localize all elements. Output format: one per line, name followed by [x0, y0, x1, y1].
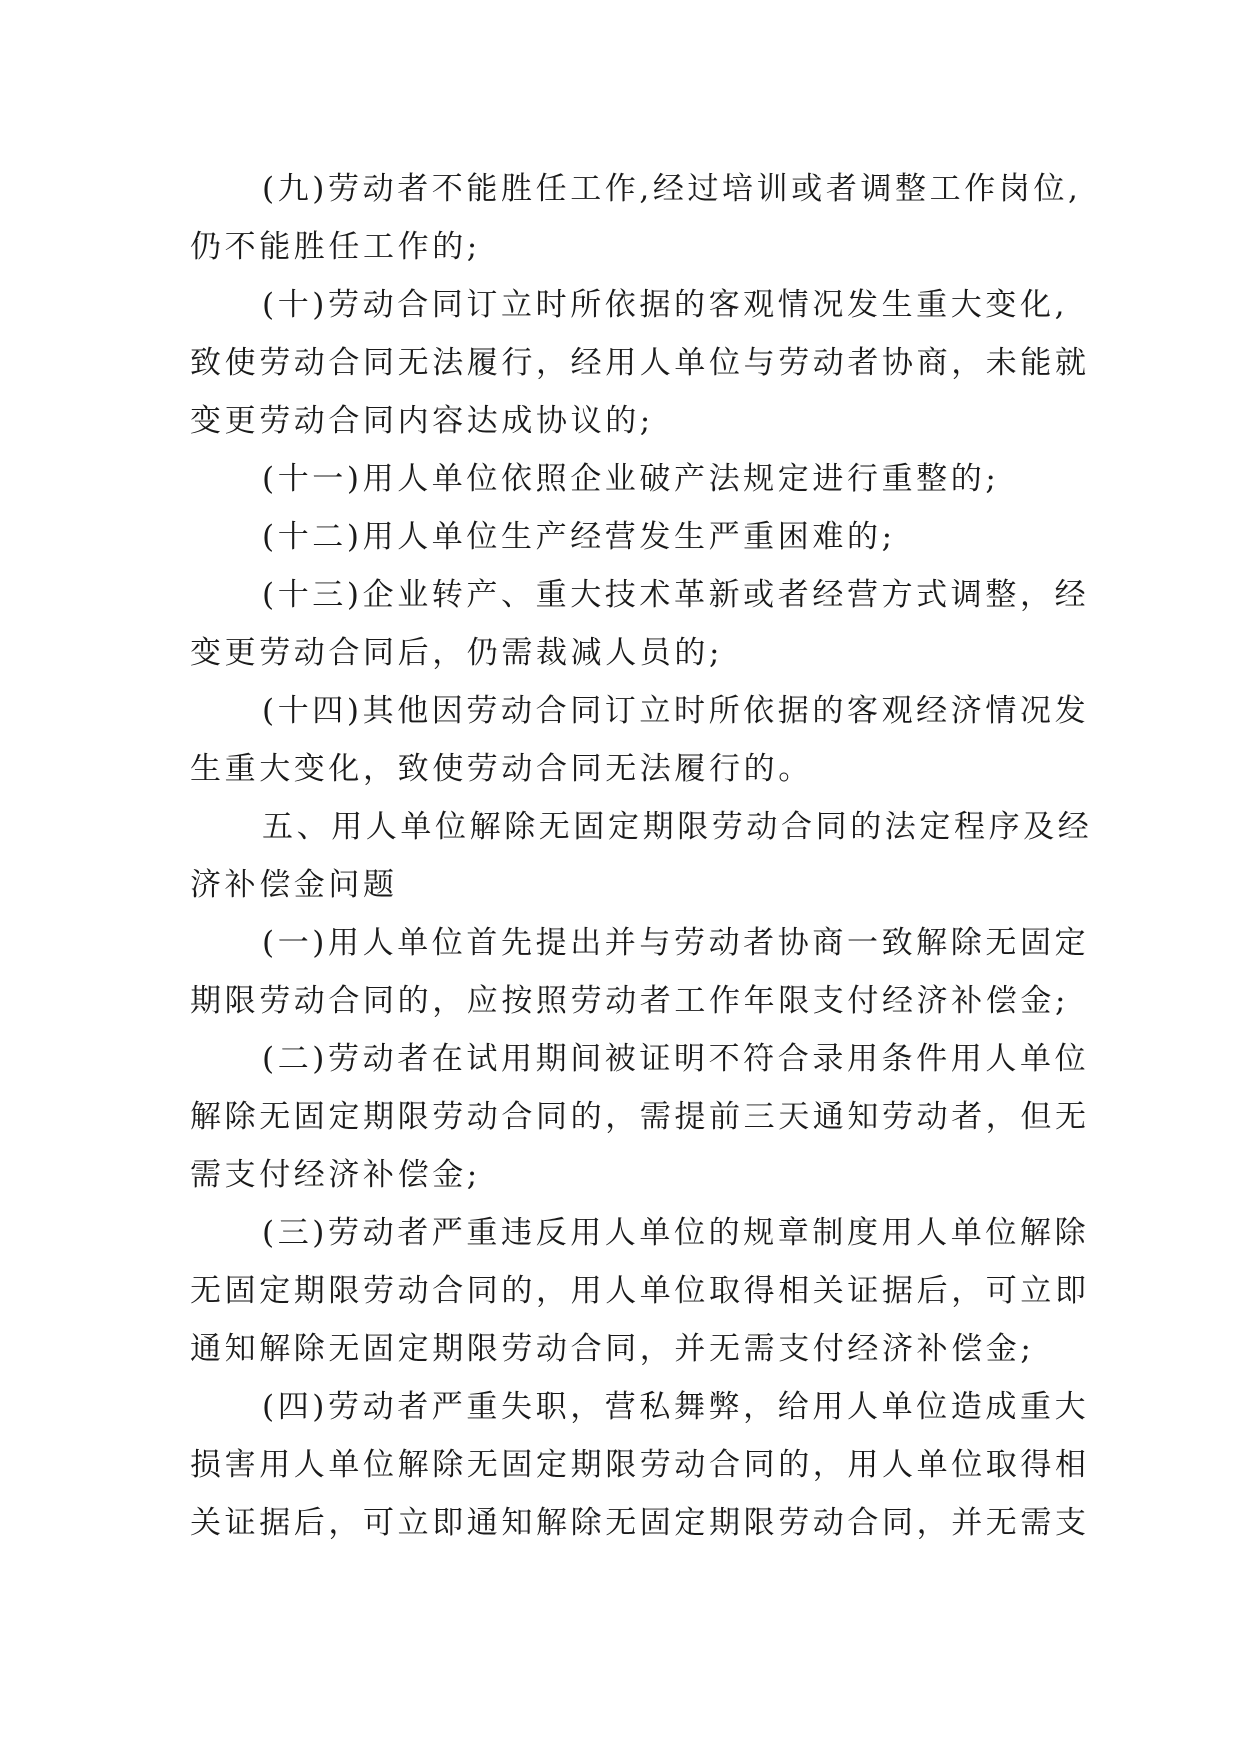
- text-line: (十一)用人单位依照企业破产法规定进行重整的;: [262, 461, 1000, 497]
- section-heading: [190, 798, 1093, 914]
- text-line: 致使劳动合同无法履行，经用人单位与劳动者协商，未能就: [190, 345, 1090, 381]
- text-line: 变更劳动合同内容达成协议的;: [190, 403, 654, 439]
- text-line: (一)用人单位首先提出并与劳动者协商一致解除无固定: [262, 925, 1090, 961]
- text-line: 关证据后，可立即通知解除无固定期限劳动合同，并无需支: [190, 1505, 1090, 1541]
- text-line: 期限劳动合同的，应按照劳动者工作年限支付经济补偿金;: [190, 983, 1070, 1019]
- text-line: 通知解除无固定期限劳动合同，并无需支付经济补偿金;: [190, 1331, 1035, 1367]
- document-page: [190, 160, 1093, 1552]
- text-line: 无固定期限劳动合同的，用人单位取得相关证据后，可立即: [190, 1273, 1090, 1309]
- text-line: (十二)用人单位生产经营发生严重困难的;: [262, 519, 896, 555]
- paragraph: [190, 450, 1070, 508]
- paragraph: [190, 508, 1070, 566]
- text-line: 需支付经济补偿金;: [190, 1157, 481, 1193]
- text-line: (二)劳动者在试用期间被证明不符合录用条件用人单位: [262, 1041, 1090, 1077]
- paragraph: [190, 682, 1090, 798]
- text-line: (十)劳动合同订立时所依据的客观情况发生重大变化,: [262, 287, 1069, 323]
- paragraph: [190, 1378, 1090, 1552]
- paragraph: [190, 566, 1090, 682]
- text-line: 仍不能胜任工作的;: [190, 229, 481, 265]
- text-line: (十三)企业转产、重大技术革新或者经营方式调整，经: [262, 577, 1090, 613]
- paragraph: [190, 160, 1082, 276]
- paragraph: [190, 914, 1090, 1030]
- text-line: 生重大变化，致使劳动合同无法履行的。: [190, 751, 813, 787]
- text-line: (九)劳动者不能胜任工作,经过培训或者调整工作岗位,: [262, 171, 1082, 207]
- text-line: 济补偿金问题: [190, 867, 398, 903]
- text-line: (三)劳动者严重违反用人单位的规章制度用人单位解除: [262, 1215, 1090, 1251]
- paragraph: [190, 276, 1090, 450]
- text-line: 解除无固定期限劳动合同的，需提前三天通知劳动者，但无: [190, 1099, 1090, 1135]
- text-line: (十四)其他因劳动合同订立时所依据的客观经济情况发: [262, 693, 1090, 729]
- text-line: 变更劳动合同后，仍需裁减人员的;: [190, 635, 724, 671]
- paragraph: [190, 1204, 1090, 1378]
- paragraph: [190, 1030, 1090, 1204]
- text-line: (四)劳动者严重失职，营私舞弊，给用人单位造成重大: [262, 1389, 1090, 1425]
- text-line: 损害用人单位解除无固定期限劳动合同的，用人单位取得相: [190, 1447, 1090, 1483]
- text-line: 五、用人单位解除无固定期限劳动合同的法定程序及经: [262, 809, 1093, 845]
